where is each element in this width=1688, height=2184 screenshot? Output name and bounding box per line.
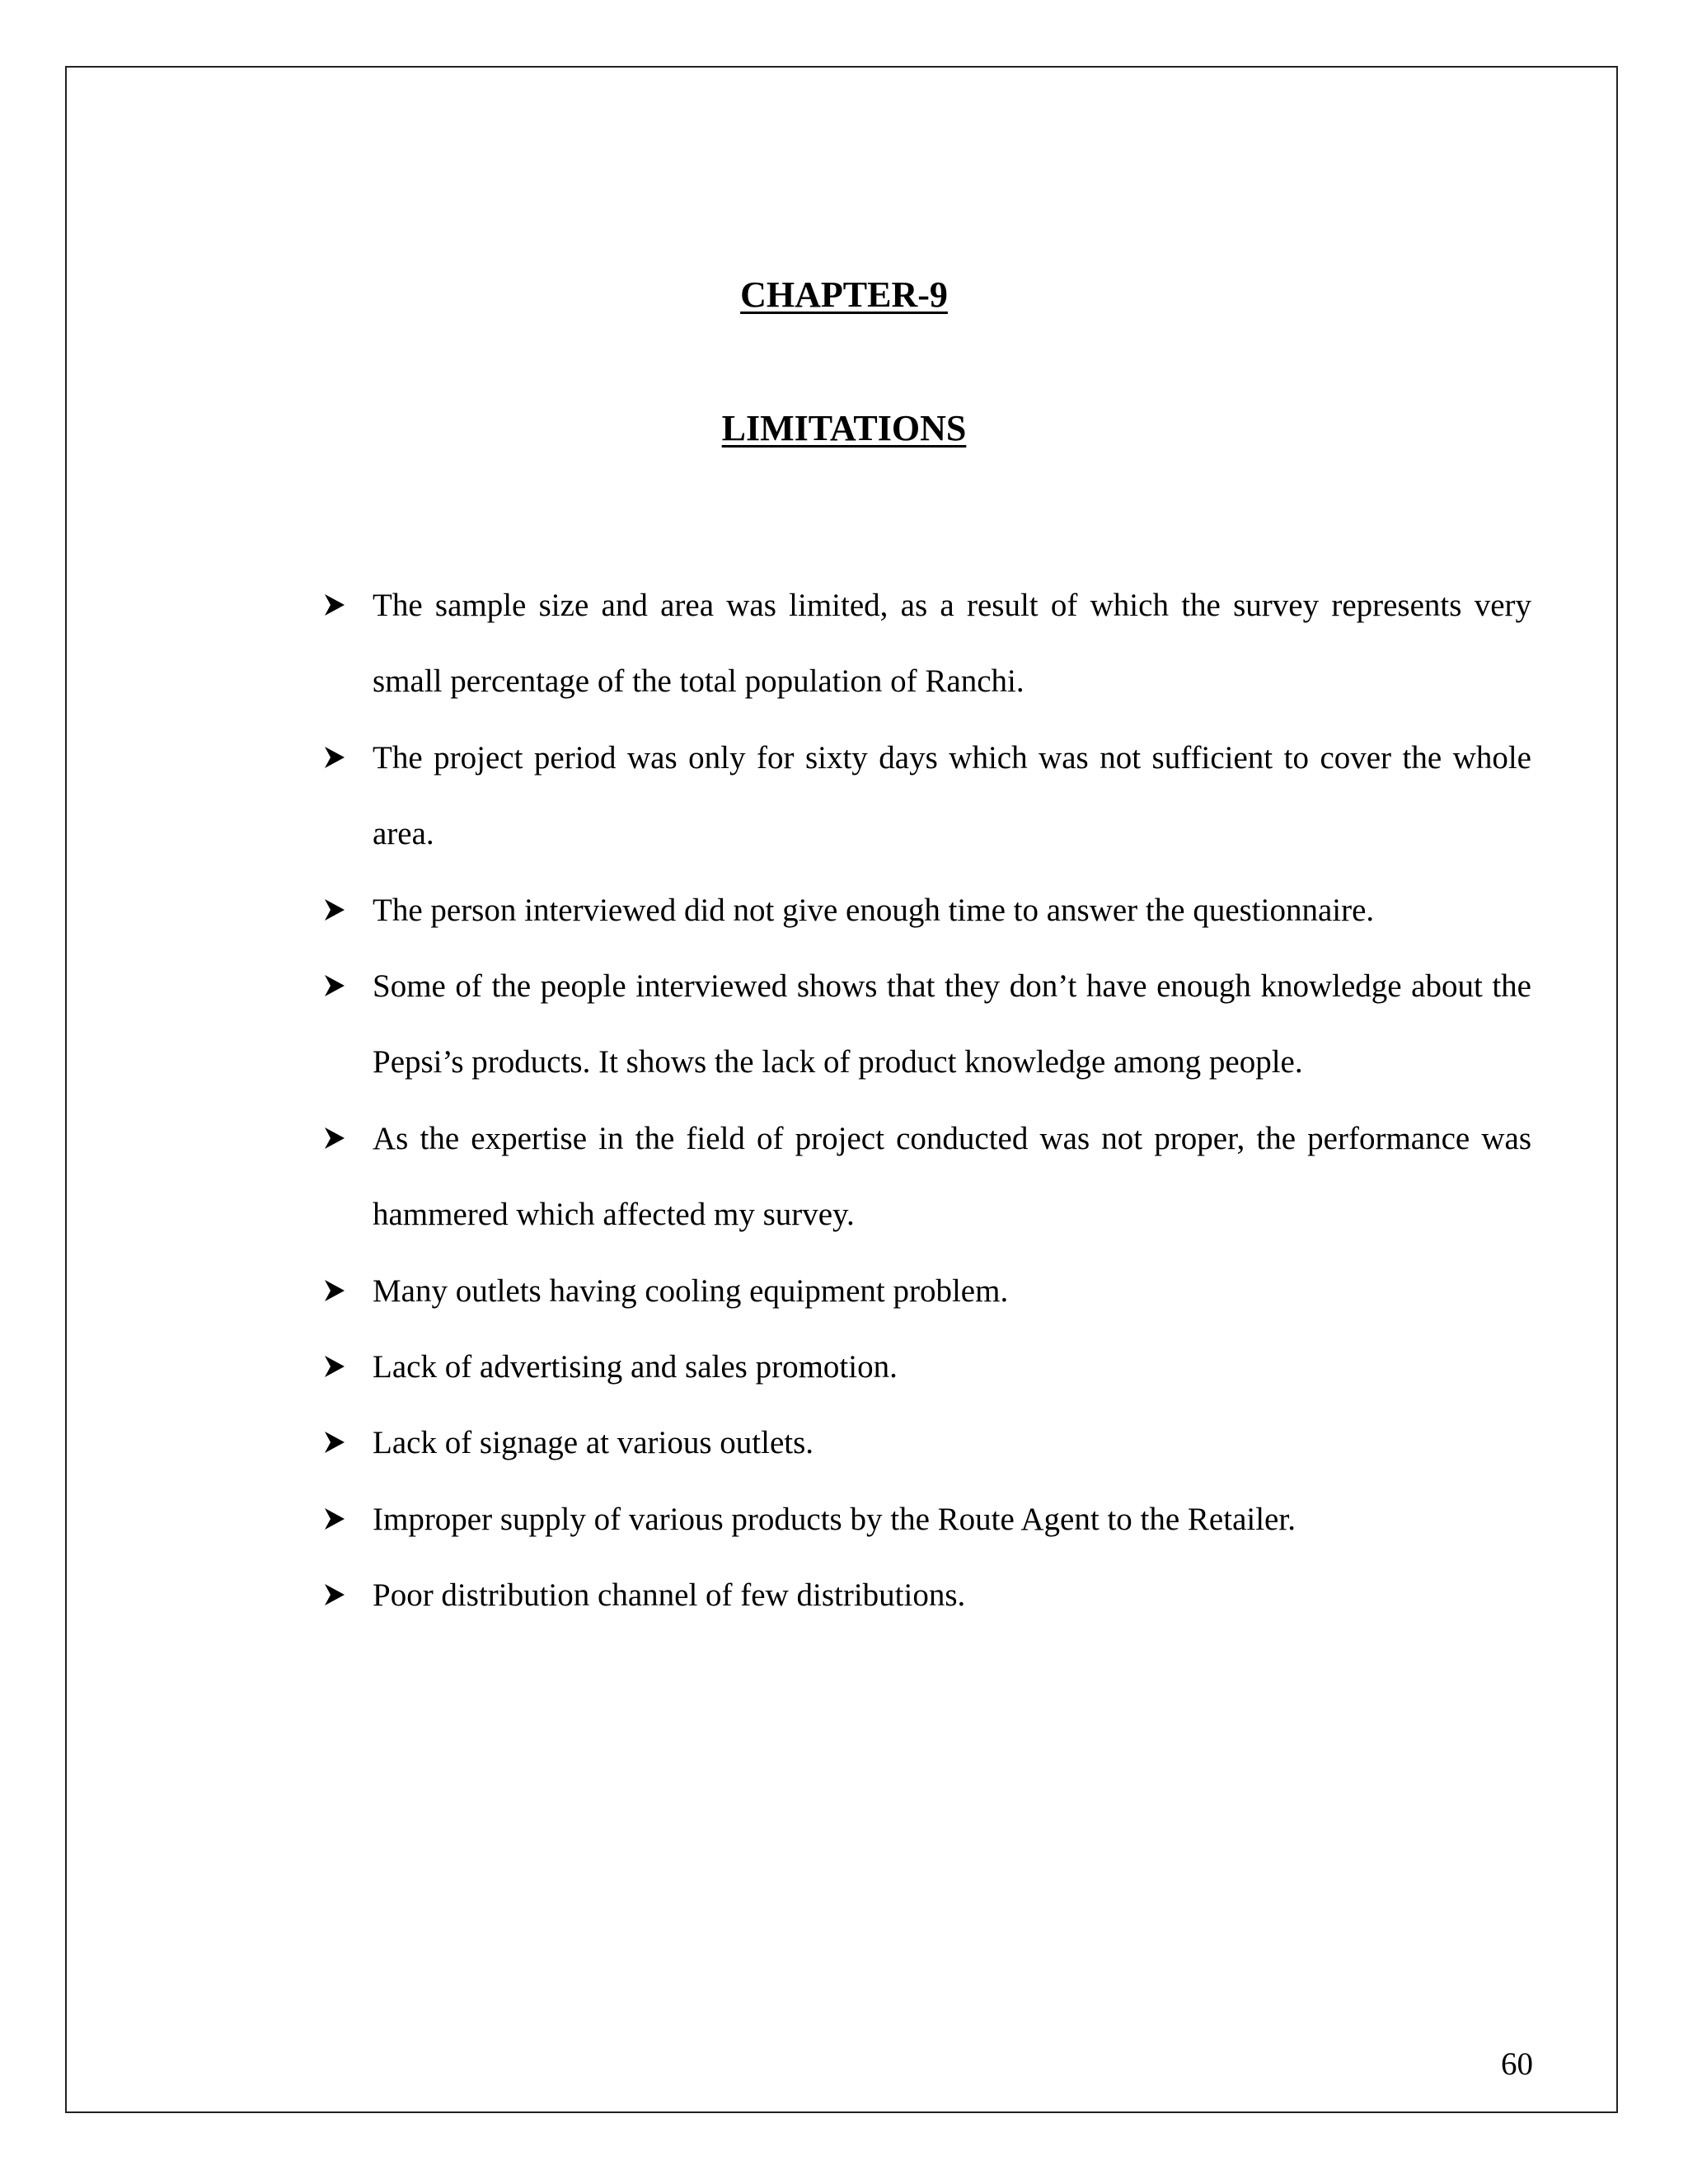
list-item [323, 1482, 1531, 1558]
arrowhead-bullet-icon [323, 1507, 346, 1531]
list-item [323, 1405, 1531, 1481]
list-item-text: The person interviewed did not give enough time to answer the questionnaire. [373, 892, 1375, 928]
arrowhead-bullet-icon [323, 745, 346, 770]
list-item [323, 873, 1531, 949]
list-item [323, 1101, 1531, 1254]
list-item-text: Poor distribution channel of few distributions. [373, 1577, 966, 1614]
list-item-text: The project period was only for sixty days which was not sufficient to cover the whole area. [373, 739, 1531, 852]
list-item [323, 1558, 1531, 1633]
arrowhead-bullet-icon [323, 898, 346, 922]
chapter-title-text: CHAPTER-9 [740, 274, 948, 315]
list-item-text: As the expertise in the field of project conducted was not proper, the performance was hammered which affected my survey. [373, 1120, 1531, 1233]
list-item-text: Lack of advertising and sales promotion. [373, 1349, 898, 1385]
arrowhead-bullet-icon [323, 1126, 346, 1151]
arrowhead-bullet-icon [323, 973, 346, 998]
list-item [323, 949, 1531, 1101]
arrowhead-bullet-icon [323, 1430, 346, 1455]
list-item [323, 720, 1531, 873]
list-item [323, 1254, 1531, 1329]
arrowhead-bullet-icon [323, 1582, 346, 1607]
list-item-text: Some of the people interviewed shows that they don’t have enough knowledge about the Pepsi’s products. It shows the lack of product knowledge among people. [373, 968, 1531, 1080]
list-item-text: Improper supply of various products by the Route Agent to the Retailer. [373, 1501, 1296, 1537]
arrowhead-bullet-icon [323, 593, 346, 617]
section-title [0, 404, 1688, 453]
arrowhead-bullet-icon [323, 1278, 346, 1303]
list-item-text: The sample size and area was limited, as a result of which the survey represents very small percentage of the total population of Ranchi. [373, 588, 1531, 700]
chapter-title [0, 270, 1688, 320]
list-item-text: Lack of signage at various outlets. [373, 1425, 814, 1461]
arrowhead-bullet-icon [323, 1354, 346, 1379]
page-number: 60 [1501, 2046, 1533, 2082]
list-item [323, 1329, 1531, 1405]
section-title-text: LIMITATIONS [721, 408, 967, 448]
list-item [323, 568, 1531, 720]
list-item-text: Many outlets having cooling equipment problem. [373, 1272, 1009, 1309]
limitations-list [323, 568, 1531, 1634]
